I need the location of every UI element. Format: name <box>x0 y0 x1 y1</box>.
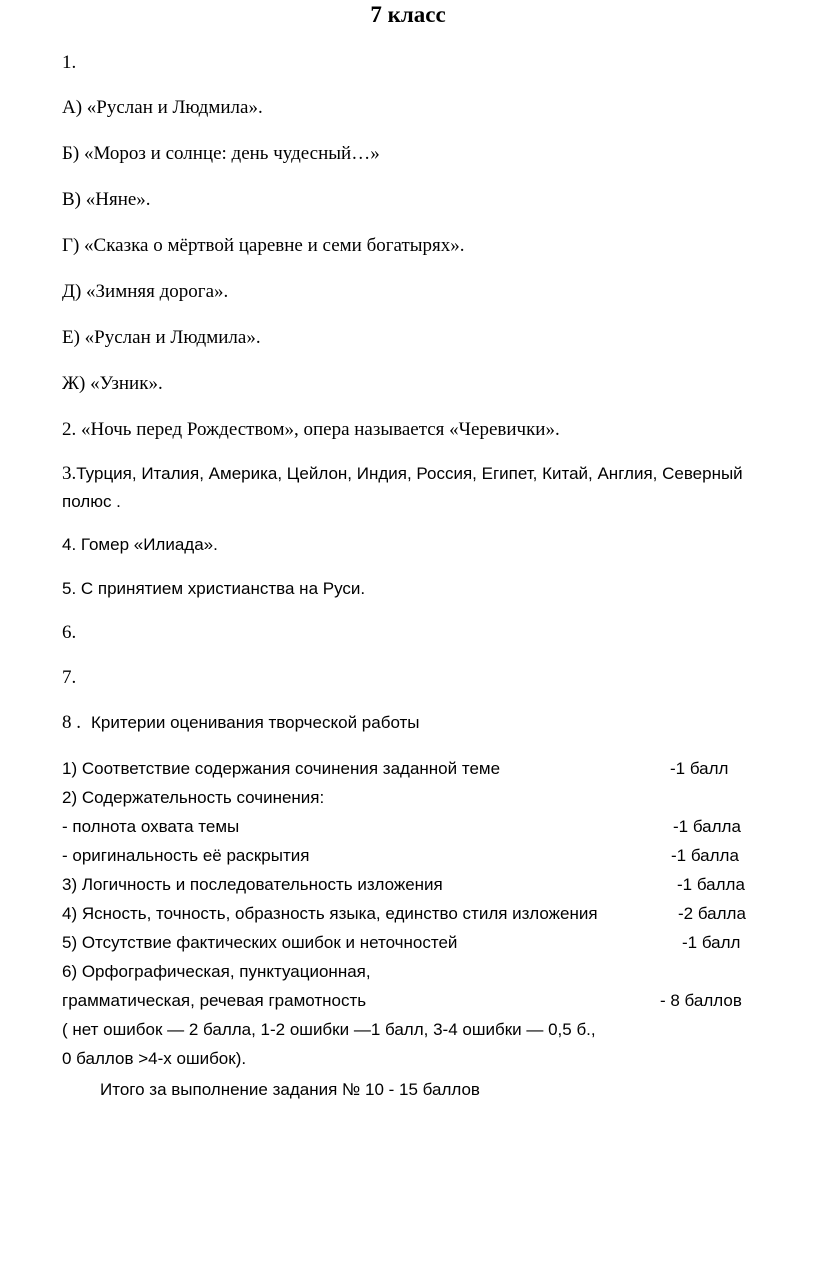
criterion-points: -2 балла <box>678 904 746 923</box>
question-4-answer: 4. Гомер «Илиада». <box>62 535 218 554</box>
answer-zh: Ж) «Узник». <box>62 373 163 394</box>
question-3-line-1: Турция, Италия, Америка, Цейлон, Индия, Россия, Египет, Китай, Англия, Северный <box>76 464 743 483</box>
criterion-text: 0 баллов >4-х ошибок). <box>62 1049 247 1068</box>
criterion-points: -1 балла <box>673 817 741 836</box>
question-5-answer: 5. С принятием христианства на Руси. <box>62 579 366 598</box>
criterion-points: -1 балл <box>682 933 741 952</box>
total-score: Итого за выполнение задания № 10 - 15 баллов <box>100 1080 480 1099</box>
page-title: 7 класс <box>370 2 446 27</box>
question-2-answer: 2. «Ночь перед Рождеством», опера называется «Черевички». <box>62 419 560 440</box>
question-3-number: 3. <box>62 463 77 484</box>
question-8-number: 8 . <box>62 712 81 733</box>
question-3-line-2: полюс . <box>62 492 121 511</box>
criterion-text: 2) Содержательность сочинения: <box>62 788 325 807</box>
criterion-text: - оригинальность её раскрытия <box>62 846 310 865</box>
criterion-text: 4) Ясность, точность, образность языка, единство стиля изложения <box>62 904 598 923</box>
answer-e: Е) «Руслан и Людмила». <box>62 327 261 348</box>
criterion-points: -1 балла <box>671 846 739 865</box>
answer-a: А) «Руслан и Людмила». <box>62 97 263 118</box>
answer-d: Д) «Зимняя дорога». <box>62 281 229 302</box>
question-1-number: 1. <box>62 52 77 73</box>
answer-g: Г) «Сказка о мёртвой царевне и семи богатырях». <box>62 235 465 256</box>
criterion-points: -1 балл <box>670 759 729 778</box>
criterion-text: 3) Логичность и последовательность изложения <box>62 875 443 894</box>
answer-v: В) «Няне». <box>62 189 151 210</box>
criterion-text: грамматическая, речевая грамотность <box>62 991 367 1010</box>
criterion-text: 6) Орфографическая, пунктуационная, <box>62 962 371 981</box>
criterion-text: 5) Отсутствие фактических ошибок и неточностей <box>62 933 458 952</box>
criterion-points: -1 балла <box>677 875 745 894</box>
criterion-text: ( нет ошибок — 2 балла, 1-2 ошибки —1 балл, 3-4 ошибки — 0,5 б., <box>62 1020 596 1039</box>
question-6-number: 6. <box>62 622 77 643</box>
answer-b: Б) «Мороз и солнце: день чудесный…» <box>62 143 380 164</box>
criteria-heading: Критерии оценивания творческой работы <box>91 713 420 732</box>
question-7-number: 7. <box>62 667 77 688</box>
criterion-text: - полнота охвата темы <box>62 817 240 836</box>
question-3-answer <box>62 463 743 485</box>
question-8-heading <box>62 712 420 734</box>
criterion-points: - 8 баллов <box>660 991 742 1010</box>
criterion-text: 1) Соответствие содержания сочинения заданной теме <box>62 759 501 778</box>
